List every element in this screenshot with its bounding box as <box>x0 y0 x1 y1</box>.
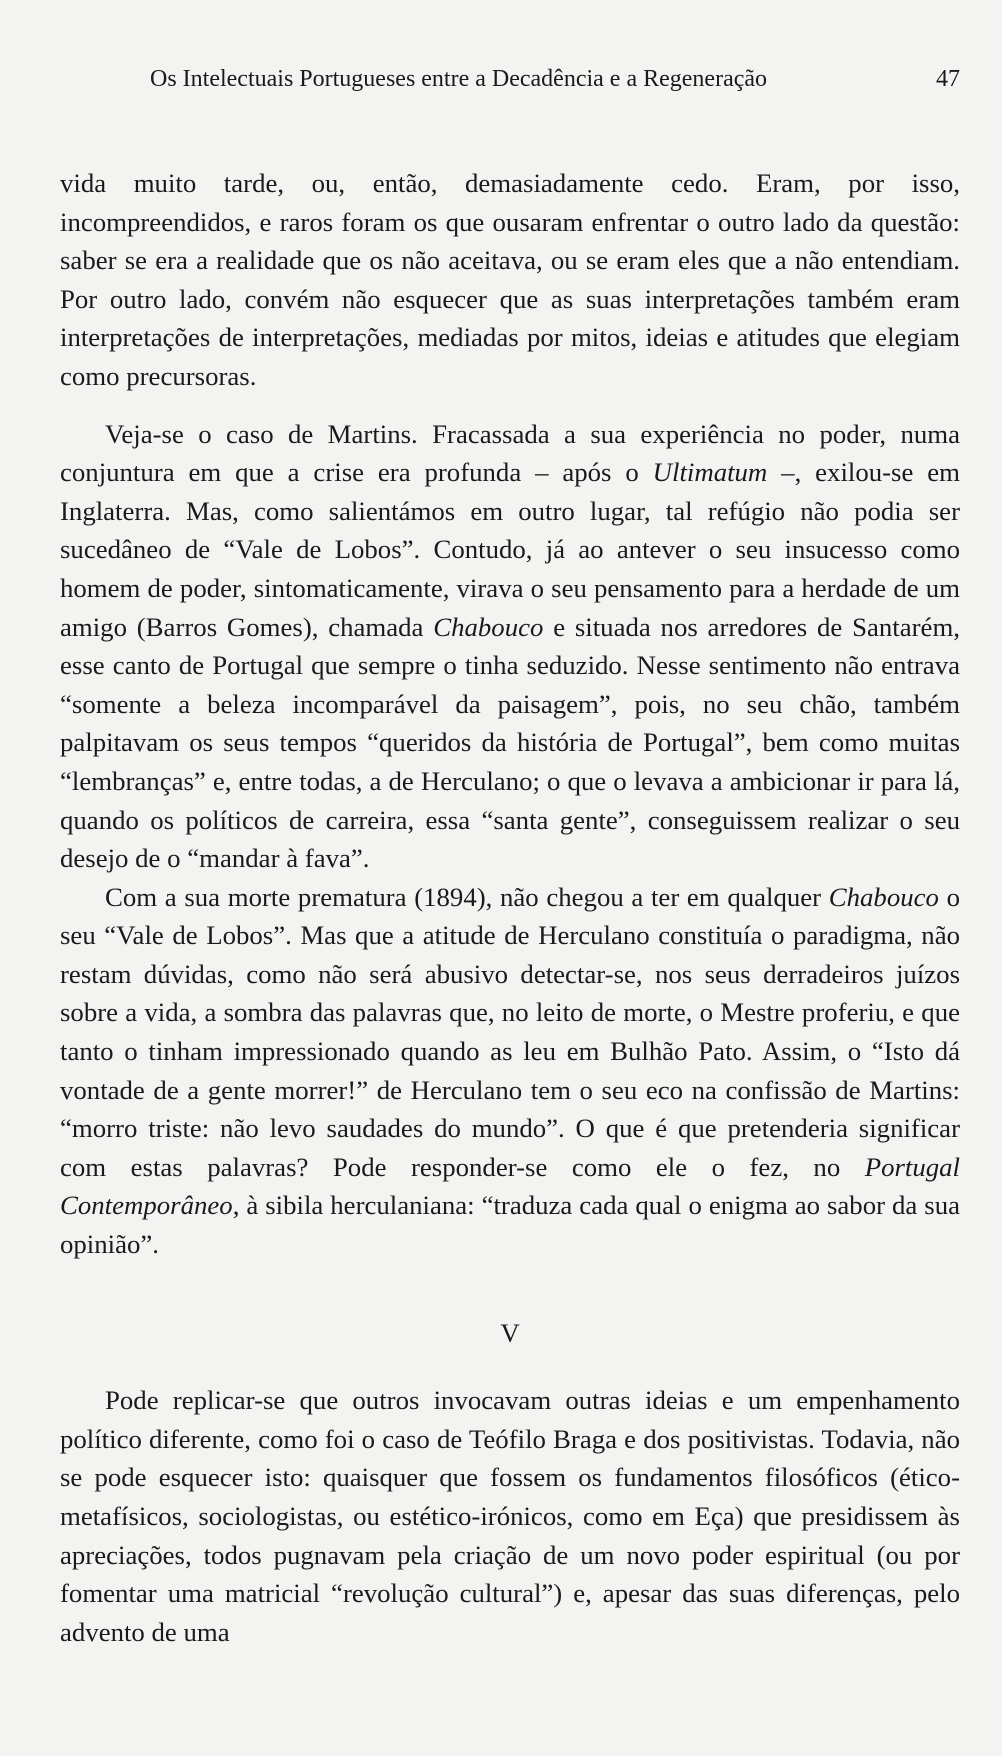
paragraph-2-part-a: Veja-se o caso de Martins. Fracassada a sua experiência no poder, numa conjuntura em que a crise era profunda – após o <box>60 418 960 488</box>
paragraph-3-part-c: o seu “Vale de Lobos”. Mas que a atitude de Herculano constituía o paradigma, não restam dúvidas, como não será abusivo detectar-se, nos seus derradeiros juízos sobre a vida, a sombra das palavras que, no leito de morte, o Mestre proferiu, e que tanto o tinham impressionado quando as leu em Bulhão Pato. Assim, o “Isto dá vontade de a gente morrer!” de Herculano tem o seu eco na confissão de Martins: “morro triste: não levo saudades do mundo”. O que é que pretenderia significar com estas palavras? Pode responder-se como ele o fez, no <box>60 881 960 1182</box>
chabouco-italic: Chabouco <box>433 611 544 642</box>
running-header <box>150 66 960 106</box>
paragraph-4: Pode replicar-se que outros invocavam outras ideias e um empenhamento político diferente, como foi o caso de Teófilo Braga e dos positivistas. Todavia, não se pode esquecer isto: quaisquer que fossem os fundamentos filosóficos (ético-metafísicos, sociologistas, ou estético-irónicos, como em Eça) que presidissem às apreciações, todos pugnavam pela criação de um novo poder espiritual (ou por fomentar uma matricial “revolução cultural”) e, apesar das suas diferenças, pelo advento de uma <box>60 1385 960 1647</box>
running-title: Os Intelectuais Portugueses entre a Decadência e a Regeneração <box>150 66 768 92</box>
page-number: 47 <box>936 66 960 92</box>
paragraph-2-part-c: –, exilou-se em Inglaterra. Mas, como salientámos em outro lugar, tal refúgio não podia ser sucedâneo de “Vale de Lobos”. Contudo, já ao antever o seu insucesso como homem de poder, sintomaticamente, virava o seu pensamento para a herdade de um amigo (Barros Gomes), chamada <box>60 457 960 642</box>
body-text <box>60 164 960 1651</box>
paragraph-3-part-a: Com a sua morte prematura (1894), não chegou a ter em qualquer <box>105 881 829 912</box>
paragraph-3-part-e: , à sibila herculaniana: “traduza cada qual o enigma ao sabor da sua opinião”. <box>60 1190 960 1260</box>
paragraph-3 <box>60 878 960 1264</box>
section-heading: V <box>500 1317 520 1348</box>
paragraph-2-part-e: e situada nos arredores de Santarém, esse canto de Portugal que sempre o tinha seduzido. Nesse sentimento não entrava “somente a beleza incomparável da paisagem”, pois, no seu chão, também palpitavam os seus tempos “queridos da história de Portugal”, bem como muitas “lembranças” e, entre todas, a de Herculano; o que o levava a ambicionar ir para lá, quando os políticos de carreira, essa “santa gente”, conseguissem realizar o seu desejo de o “mandar à fava”. <box>60 611 960 874</box>
chabouco-italic-2: Chabouco <box>828 881 939 912</box>
portugal-contemporaneo-italic: Portugal Contemporâneo <box>60 1151 960 1221</box>
ultimatum-italic: Ultimatum <box>652 457 768 488</box>
paragraph-1: vida muito tarde, ou, então, demasiadamente cedo. Eram, por isso, incompreendidos, e raros foram os que ousaram enfrentar o outro lado da questão: saber se era a realidade que os não aceitava, ou se eram eles que a não entendiam. Por outro lado, convém não esquecer que as suas interpretações também eram interpretações de interpretações, mediadas por mitos, ideias e atitudes que elegiam como precursoras. <box>60 168 960 391</box>
paragraph-2 <box>60 415 960 878</box>
